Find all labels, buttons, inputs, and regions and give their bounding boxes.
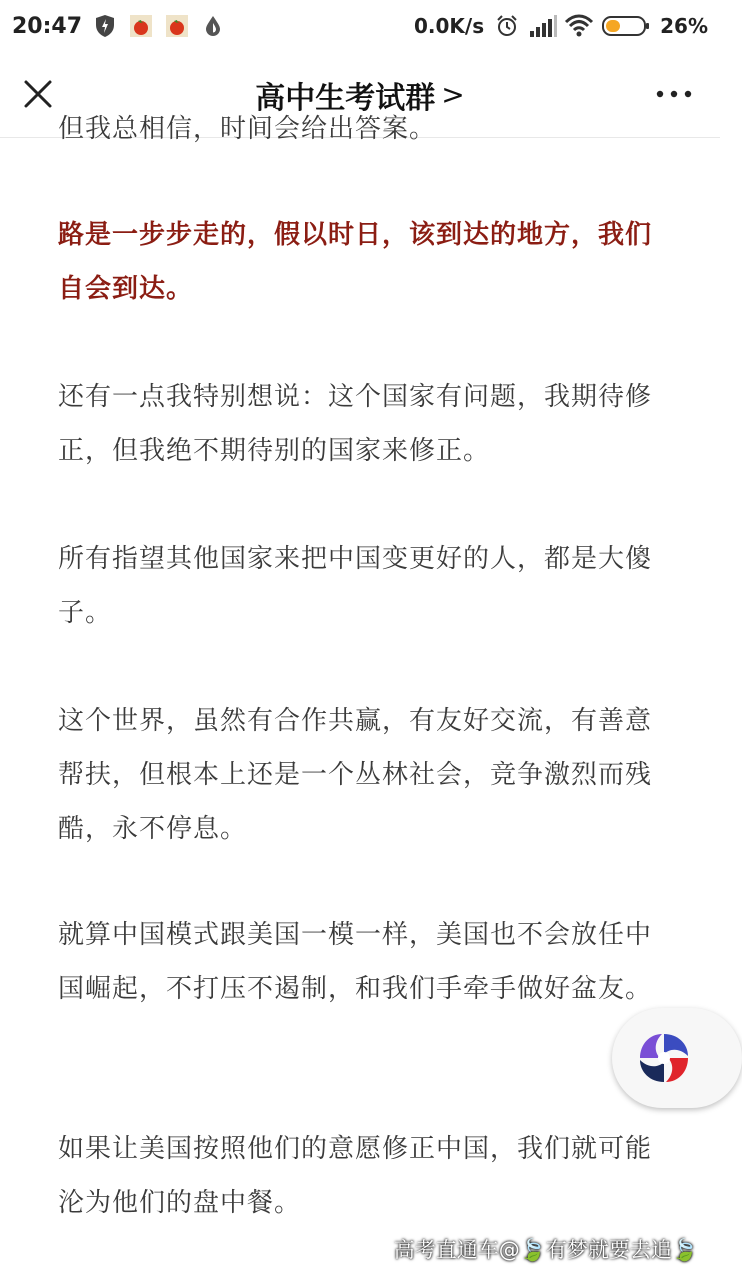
battery-percent: 26% xyxy=(660,14,708,38)
chevron-right-icon: > xyxy=(441,78,465,111)
battery-icon xyxy=(602,13,650,39)
paragraph: 这个世界，虽然有合作共赢，有友好交流，有善意帮扶，但根本上还是一个丛林社会，竞争激烈而残酷，永不停息。 xyxy=(58,706,653,844)
page-title: 高中生考试群 xyxy=(255,80,436,116)
tomato-app-icon xyxy=(128,13,154,39)
paragraph: 还有一点我特别想说：这个国家有问题，我期待修正，但我绝不期待别的国家来修正。 xyxy=(58,382,653,466)
network-speed: 0.0K/s xyxy=(413,14,485,38)
close-icon xyxy=(18,74,58,114)
floating-app-button[interactable] xyxy=(612,1008,742,1108)
shield-bolt-icon xyxy=(92,13,118,39)
signal-icon xyxy=(530,13,556,39)
article-body xyxy=(0,114,720,1280)
tomato-app-icon-2 xyxy=(164,13,190,39)
watermark-text: 高考直通车@🍃有梦就要去追🍃 xyxy=(393,1238,698,1262)
clock: 20:47 xyxy=(12,13,83,39)
paragraph-cut: 但我总相信，时间会给出答案。 xyxy=(58,114,437,144)
status-bar xyxy=(0,0,720,52)
wifi-icon xyxy=(566,13,592,39)
alarm-clock-icon xyxy=(494,13,520,39)
paragraph: 如果让美国按照他们的意愿修正中国，我们就可能沦为他们的盘中餐。 xyxy=(58,1134,653,1218)
paragraph-highlight: 路是一步步走的，假以时日，该到达的地方，我们自会到达。 xyxy=(58,220,653,304)
swirl-logo-icon xyxy=(634,1028,694,1088)
paragraph: 所有指望其他国家来把中国变更好的人，都是大傻子。 xyxy=(58,544,653,628)
drop-icon xyxy=(200,13,226,39)
close-button[interactable] xyxy=(18,74,58,114)
paragraph: 就算中国模式跟美国一模一样，美国也不会放任中国崛起，不打压不遏制，和我们手牵手做好盆友。 xyxy=(58,920,653,1004)
